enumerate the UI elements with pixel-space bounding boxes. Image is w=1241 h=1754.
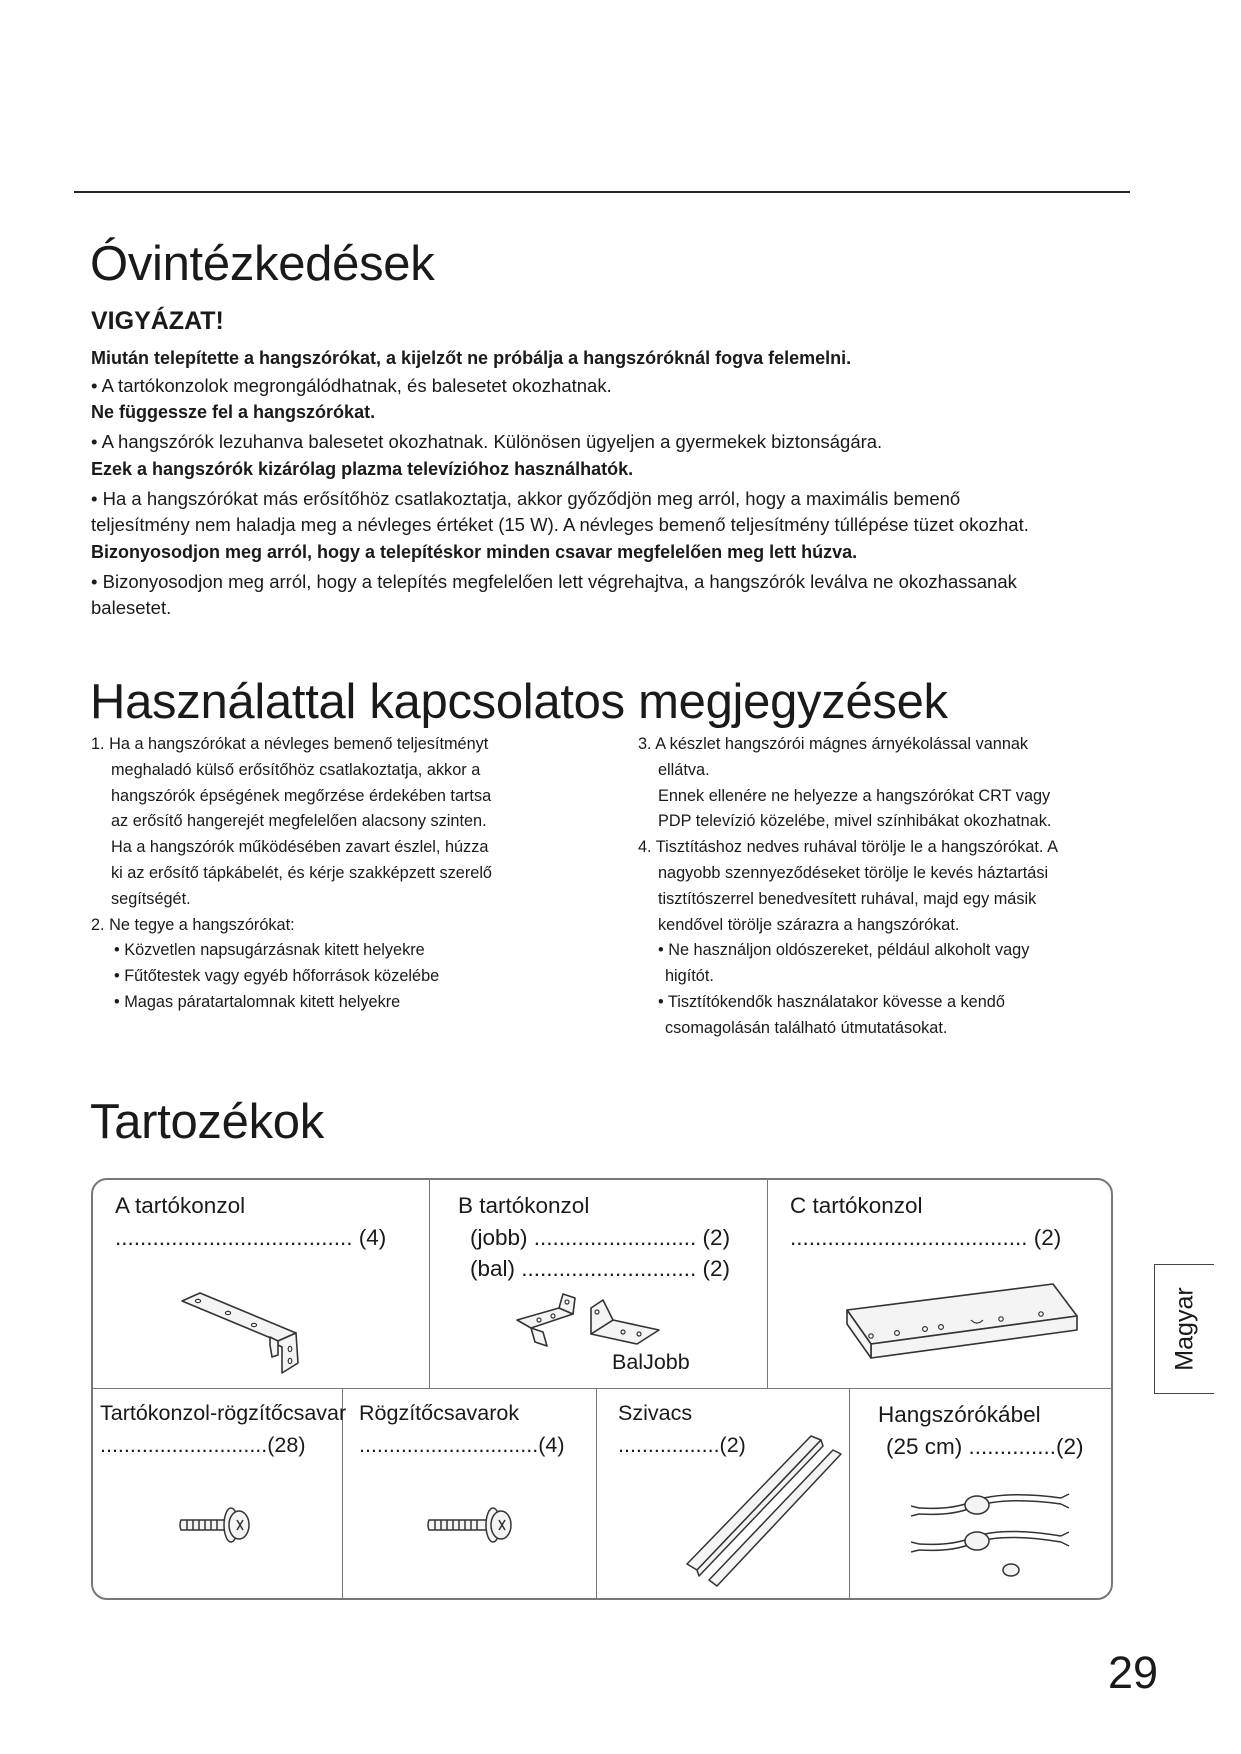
b-bracket-caption: BalJobb bbox=[612, 1350, 690, 1374]
sponge-label: Szivacs bbox=[618, 1401, 693, 1425]
bracket-screw-icon bbox=[179, 1502, 255, 1548]
cable-label: Hangszórókábel bbox=[878, 1402, 1041, 1427]
usage-note-line: 2. Ne tegye a hangszórókat: bbox=[91, 915, 295, 934]
bracket-screw-qty: ............................(28) bbox=[100, 1433, 306, 1457]
usage-notes-left-column bbox=[91, 732, 492, 1016]
precaution-text: • Bizonyosodjon meg arról, hogy a telepítés megfelelően lett végrehajtva, a hangszórók leválva ne okozhassanak bbox=[91, 571, 1017, 592]
b-bracket-qty-right: (jobb) .......................... (2) bbox=[470, 1225, 731, 1250]
a-bracket-label: A tartókonzol bbox=[115, 1193, 246, 1218]
a-bracket-qty: ...................................... (4) bbox=[115, 1225, 387, 1250]
usage-note-line: ellátva. bbox=[658, 760, 710, 779]
bracket-screw-label: Tartókonzol-rögzítőcsavar bbox=[100, 1401, 347, 1425]
usage-note-line: tisztítószerrel benedvesített ruhával, majd egy másik bbox=[658, 889, 1037, 908]
precautions-title: Óvintézkedések bbox=[90, 237, 435, 291]
usage-note-line: 1. Ha a hangszórókat a névleges bemenő teljesítményt bbox=[91, 735, 489, 753]
usage-note-line: hangszórók épségének megőrzése érdekében tartsa bbox=[111, 786, 492, 805]
usage-note-line: • Tisztítókendők használatakor kövesse a kendő bbox=[658, 992, 1005, 1011]
usage-notes-title: Használattal kapcsolatos megjegyzések bbox=[90, 675, 948, 729]
usage-note-line: az erősítő hangerejét megfelelően alacsony szinten. bbox=[111, 812, 487, 831]
usage-notes-right-column bbox=[638, 732, 1058, 1042]
c-bracket-label: C tartókonzol bbox=[790, 1193, 923, 1218]
c-bracket-icon bbox=[841, 1272, 1081, 1372]
b-bracket-qty-left: (bal) ............................ (2) bbox=[470, 1256, 731, 1281]
usage-note-line: 4. Tisztításhoz nedves ruhával törölje le a hangszórókat. A bbox=[638, 838, 1058, 857]
usage-note-line: 3. A készlet hangszórói mágnes árnyékolással vannak bbox=[638, 735, 1029, 753]
accessories-table bbox=[91, 1178, 1113, 1600]
precaution-text: teljesítmény nem haladja meg a névleges értéket (15 W). A névleges bemenő teljesítmény túllépése tüzet okozhat. bbox=[91, 514, 1029, 535]
usage-note-line: segítségét. bbox=[111, 889, 191, 908]
usage-note-line: meghaladó külső erősítőhöz csatlakoztatja, akkor a bbox=[111, 760, 481, 779]
b-bracket-label: B tartókonzol bbox=[458, 1193, 590, 1218]
precaution-text: • A hangszórók lezuhanva balesetet okozhatnak. Különösen ügyeljen a gyermekek biztonságára. bbox=[91, 431, 883, 452]
precaution-heading: Ezek a hangszórók kizárólag plazma televízióhoz használhatók. bbox=[91, 459, 634, 479]
usage-note-line: PDP televízió közelébe, mivel színhibákat okozhatnak. bbox=[658, 812, 1052, 831]
precaution-heading: Bizonyosodjon meg arról, hogy a telepítéskor minden csavar megfelelően meg lett húzva. bbox=[91, 542, 858, 562]
usage-note-line: ki az erősítő tápkábelét, és kérje szakképzett szerelő bbox=[111, 863, 492, 882]
warning-heading: VIGYÁZAT! bbox=[91, 307, 224, 335]
usage-note-line: Ha a hangszórók működésében zavart észlel, húzza bbox=[111, 838, 489, 857]
usage-note-line: • Közvetlen napsugárzásnak kitett helyekre bbox=[114, 941, 425, 960]
fixing-screw-icon bbox=[427, 1502, 517, 1548]
fixing-screw-label: Rögzítőcsavarok bbox=[359, 1401, 520, 1425]
usage-note-line: • Magas páratartalomnak kitett helyekre bbox=[114, 992, 401, 1011]
usage-note-line: Ennek ellenére ne helyezze a hangszórókat CRT vagy bbox=[658, 786, 1051, 805]
precaution-heading: Ne függessze fel a hangszórókat. bbox=[91, 402, 376, 422]
page-number: 29 bbox=[1108, 1647, 1159, 1698]
language-tab-label: Magyar bbox=[1170, 1287, 1198, 1371]
precaution-heading: Miután telepítette a hangszórókat, a kijelzőt ne próbálja a hangszóróknál fogva felemelni. bbox=[91, 348, 852, 368]
a-bracket-icon bbox=[178, 1285, 308, 1375]
precaution-text: • Ha a hangszórókat más erősítőhöz csatlakoztatja, akkor győződjön meg arról, hogy a maximális bemenő bbox=[91, 488, 961, 509]
fixing-screw-qty: ..............................(4) bbox=[359, 1433, 565, 1457]
usage-note-line: csomagolásán található útmutatásokat. bbox=[665, 1018, 948, 1037]
top-rule bbox=[74, 191, 1130, 193]
cable-qty: (25 cm) ..............(2) bbox=[886, 1434, 1084, 1459]
usage-note-line: • Ne használjon oldószereket, például alkoholt vagy bbox=[658, 941, 1030, 960]
usage-note-line: • Fűtőtestek vagy egyéb hőforrások közelébe bbox=[114, 967, 440, 986]
c-bracket-qty: ...................................... (2) bbox=[790, 1225, 1062, 1250]
sponge-qty: .................(2) bbox=[618, 1433, 746, 1457]
speaker-cable-icon bbox=[911, 1480, 1071, 1590]
usage-note-line: kendővel törölje szárazra a hangszórókat. bbox=[658, 915, 960, 934]
usage-note-line: higítót. bbox=[665, 967, 714, 986]
precaution-text: • A tartókonzolok megrongálódhatnak, és balesetet okozhatnak. bbox=[91, 375, 612, 396]
sponge-icon bbox=[683, 1430, 843, 1590]
language-tab bbox=[1154, 1264, 1214, 1394]
precaution-text: balesetet. bbox=[91, 597, 172, 618]
accessories-title: Tartozékok bbox=[90, 1095, 324, 1149]
usage-note-line: nagyobb szennyeződéseket törölje le kevés háztartási bbox=[658, 863, 1049, 882]
